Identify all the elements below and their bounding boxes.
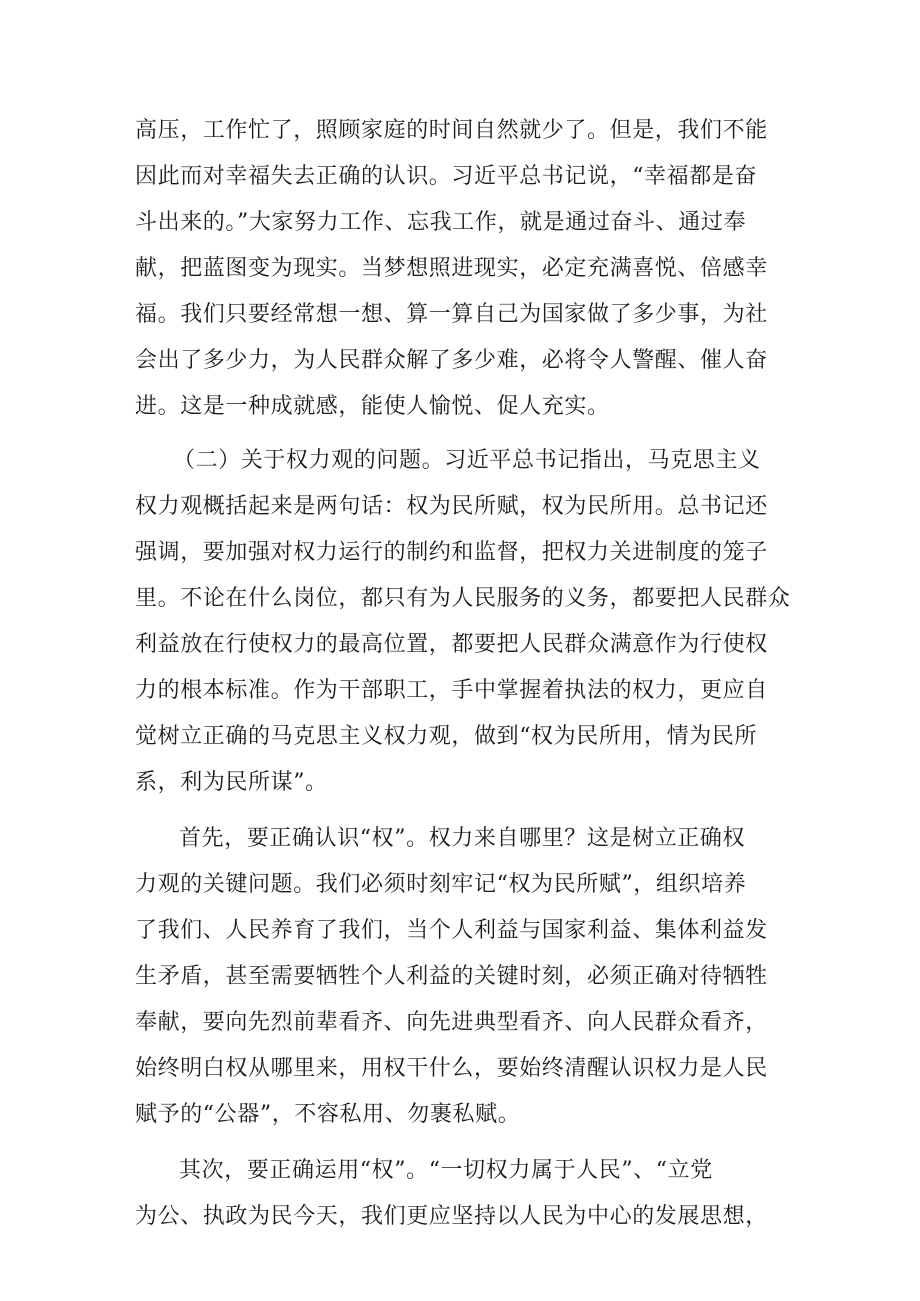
- paragraph-line: 力的根本标准。作为干部职工，手中掌握着执法的权力，更应自: [135, 678, 768, 703]
- paragraph-line: 了我们、人民养育了我们，当个人利益与国家利益、集体利益发: [135, 918, 768, 943]
- paragraph-line: 利益放在行使权力的最高位置，都要把人民群众满意作为行使权: [135, 632, 768, 657]
- paragraph-line: 斗出来的。”大家努力工作、忘我工作，就是通过奋斗、通过奉: [135, 210, 747, 235]
- paragraph-line: 福。我们只要经常想一想、算一算自己为国家做了多少事，为社: [135, 302, 768, 327]
- paragraph-3: [135, 816, 785, 1138]
- paragraph-line: 进。这是一种成就感，能使人愉悦、促人充实。: [135, 394, 610, 419]
- paragraph-line: 觉树立正确的马克思主义权力观，做到“权为民所用，情为民所: [135, 724, 758, 749]
- paragraph-line: 为公、执政为民今天，我们更应坚持以人民为中心的发展思想，: [135, 1204, 768, 1229]
- paragraph-line: 生矛盾，甚至需要牺牲个人利益的关键时刻，必须正确对待牺牲: [135, 964, 768, 989]
- paragraph-line: 会出了多少力，为人民群众解了多少难，必将令人警醒、催人奋: [135, 348, 768, 373]
- paragraph-line: 高压，工作忙了，照顾家庭的时间自然就少了。但是，我们不能: [135, 118, 768, 143]
- paragraph-line: 强调，要加强对权力运行的制约和监督，把权力关进制度的笼子: [135, 540, 768, 565]
- paragraph-line: 因此而对幸福失去正确的认识。习近平总书记说，“幸福都是奋: [135, 164, 758, 189]
- document-body: [135, 108, 791, 1240]
- paragraph-line: 赋予的“公器”，不容私用、勿裹私赋。: [135, 1102, 521, 1127]
- paragraph-line: 权力观概括起来是两句话：权为民所赋，权为民所用。总书记还: [135, 494, 768, 519]
- paragraph-2: [135, 438, 791, 806]
- paragraph-line: 力观的关键问题。我们必须时刻牢记“权为民所赋”，组织培养: [135, 872, 747, 897]
- paragraph-line: 其次，要正确运用“权”。“一切权力属于人民”、“立党: [179, 1158, 713, 1183]
- paragraph-line: 系，利为民所谋”。: [135, 770, 328, 795]
- paragraph-line: 首先，要正确认识“权”。权力来自哪里？这是树立正确权: [179, 826, 746, 851]
- paragraph-line: 献，把蓝图变为现实。当梦想照进现实，必定充满喜悦、倍感幸: [135, 256, 768, 281]
- paragraph-4: [135, 1148, 785, 1240]
- paragraph-line: 始终明白权从哪里来，用权干什么，要始终清醒认识权力是人民: [135, 1056, 768, 1081]
- paragraph-line: （二）关于权力观的问题。习近平总书记指出，马克思主义: [173, 448, 761, 473]
- paragraph-1: [135, 108, 785, 430]
- paragraph-line: 奉献，要向先烈前辈看齐、向先进典型看齐、向人民群众看齐，: [135, 1010, 768, 1035]
- paragraph-line: 里。不论在什么岗位，都只有为人民服务的义务，都要把人民群众: [135, 586, 791, 611]
